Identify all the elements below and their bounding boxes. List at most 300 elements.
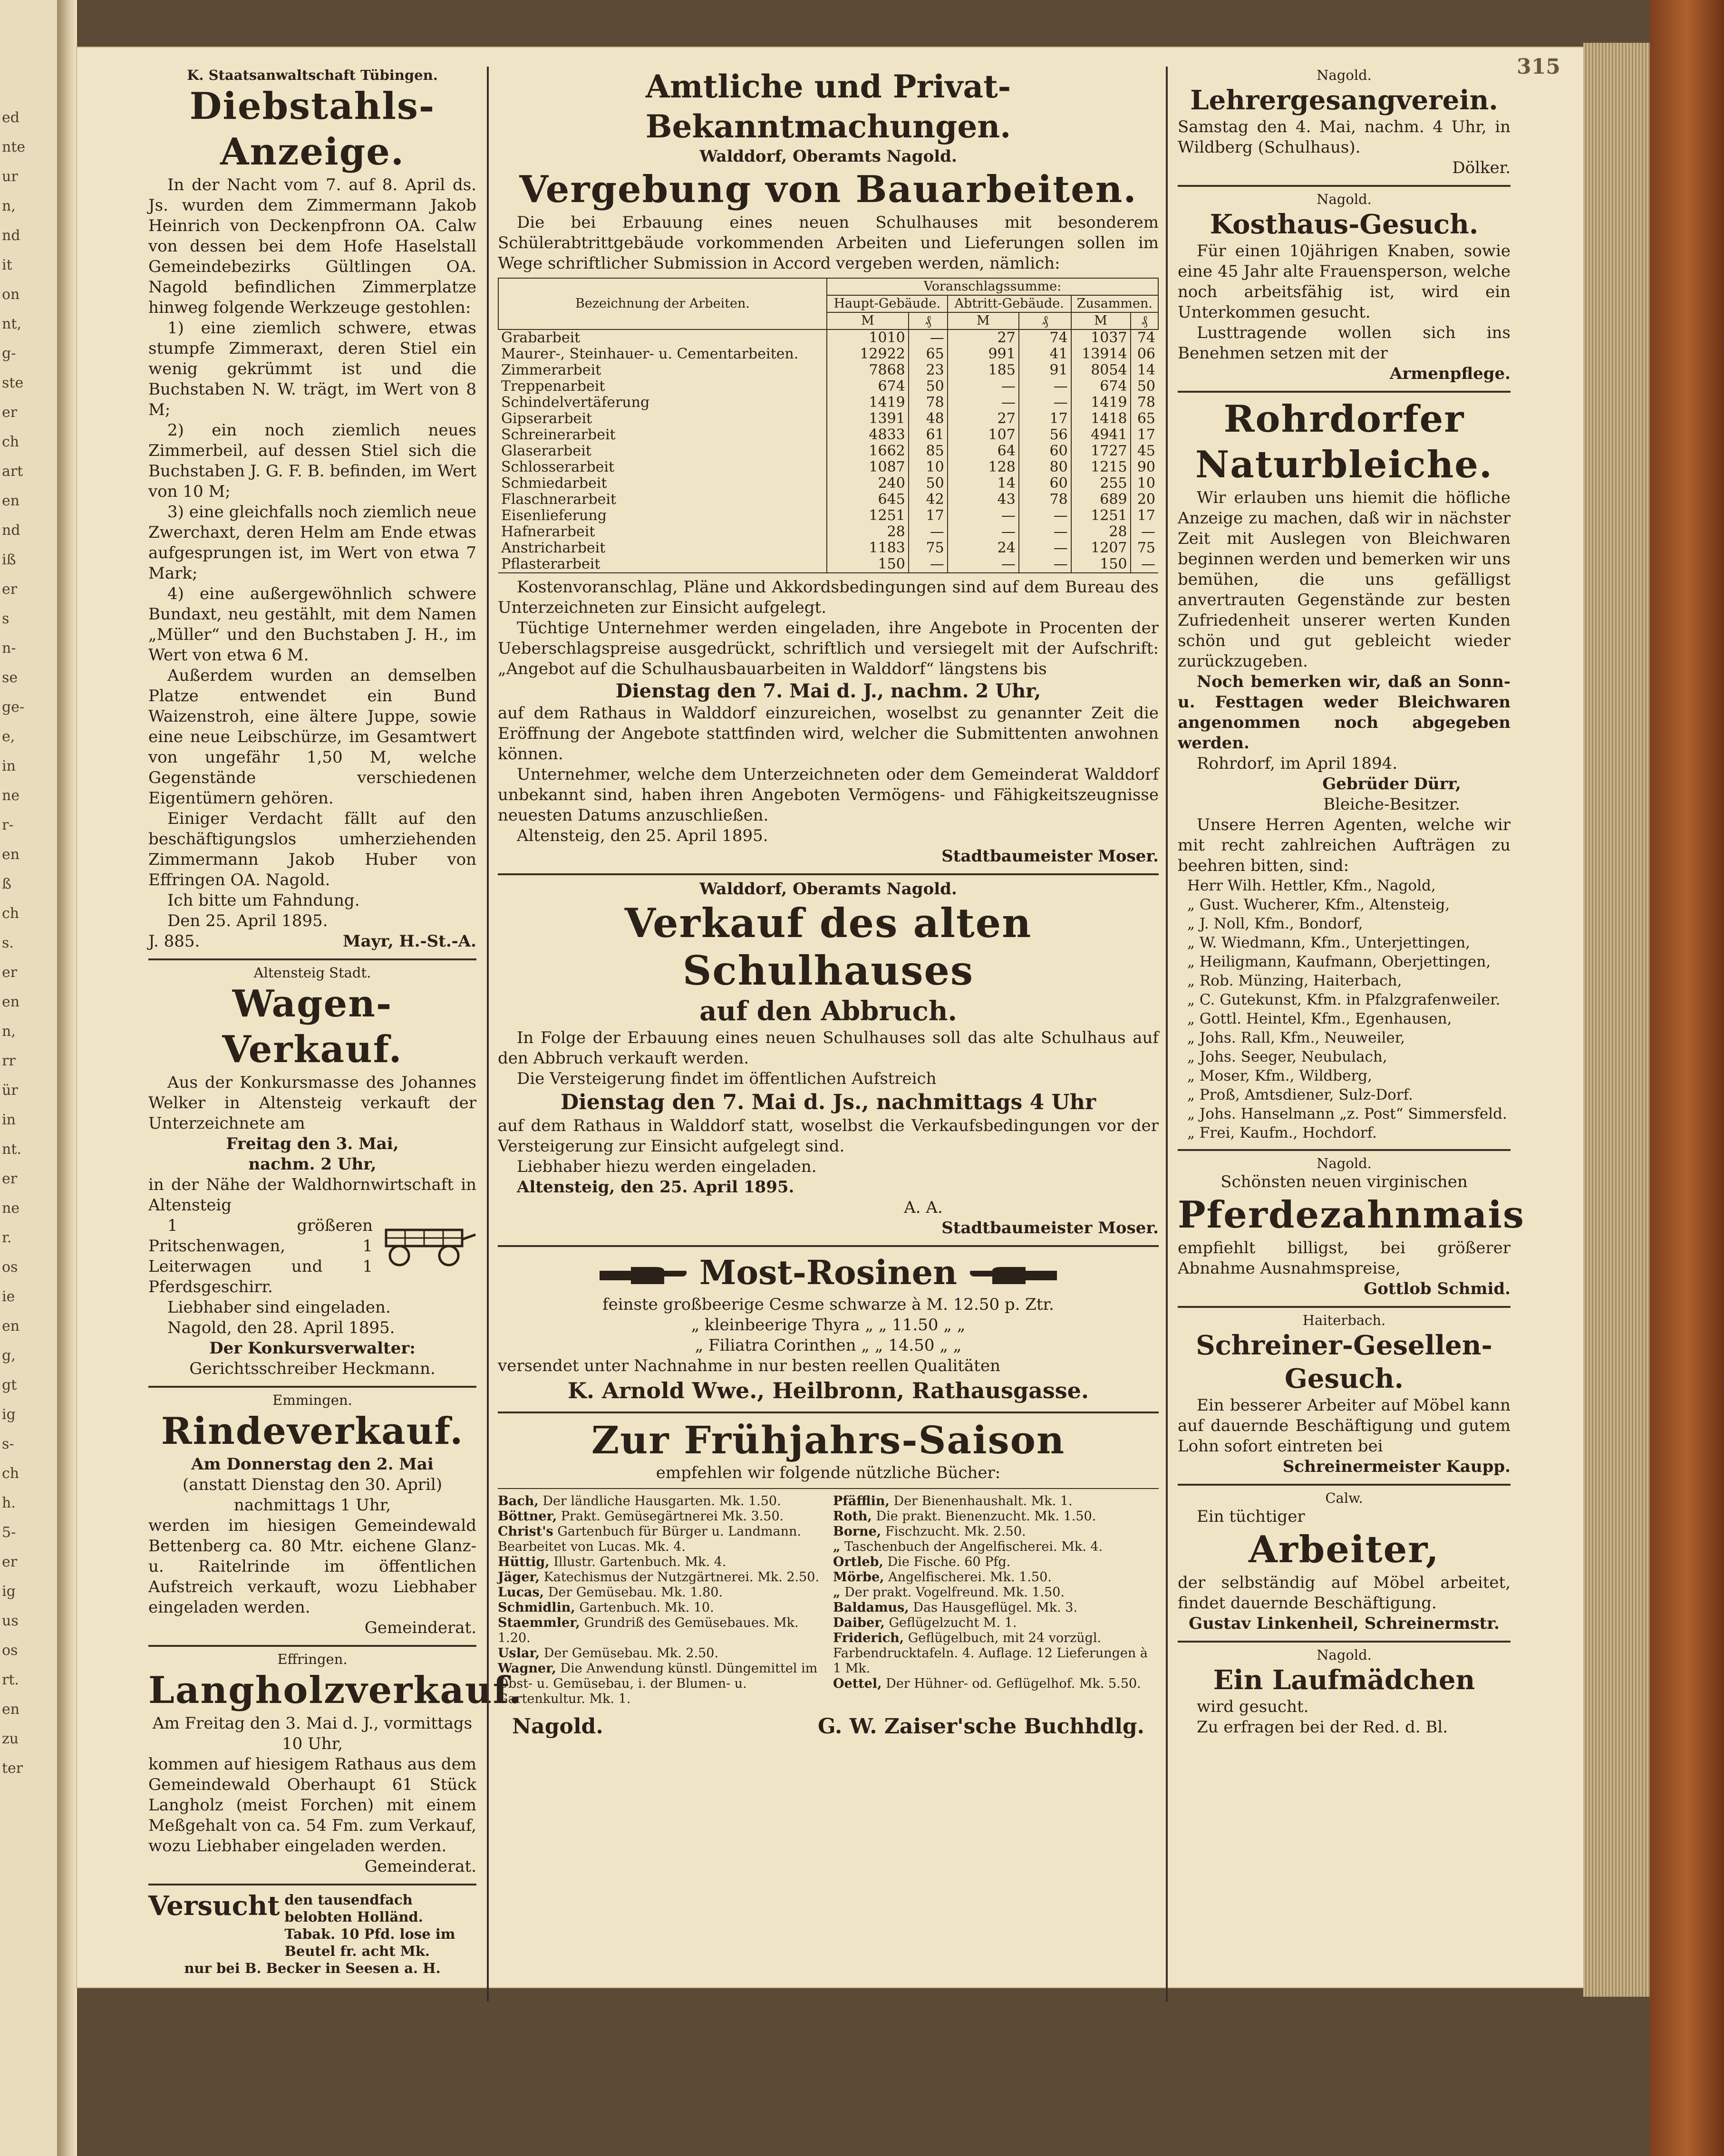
cost-cell: 674 [827, 378, 909, 395]
journeyman-wanted [1178, 1312, 1511, 1477]
price-line: „ kleinbeerige Thyra „ „ 11.50 „ „ [691, 1315, 966, 1334]
left-page-fragment: os [2, 1642, 18, 1659]
wagon-sale [148, 964, 476, 1379]
cost-cell: 28 [827, 524, 909, 540]
table-row [498, 459, 1158, 475]
left-page-fragment: s- [2, 1436, 14, 1452]
left-page-fragment: ch [2, 434, 19, 450]
book-entry [498, 1524, 823, 1555]
cost-cell: 13914 [1071, 346, 1131, 362]
signature: Stadtbaumeister Moser. [941, 1218, 1159, 1238]
cost-cell: 90 [1131, 459, 1158, 475]
book-title: Fischzucht. Mk. 2.50. [885, 1524, 1026, 1539]
book-entry [498, 1509, 823, 1524]
cost-cell: 27 [948, 329, 1019, 346]
book-author: Ortleb, [833, 1555, 883, 1569]
deadline: Dienstag den 7. Mai d. J., nachm. 2 Uhr, [615, 680, 1041, 702]
book-author: Mörbe, [833, 1570, 884, 1585]
price-line: „ Filiatra Corinthen „ „ 14.50 „ „ [695, 1336, 962, 1355]
book-author: „ [833, 1539, 841, 1554]
signature: Gemeinderat. [364, 1857, 476, 1876]
cost-cell: 1183 [827, 540, 909, 556]
ad-text: Kostenvoranschlag, Pläne und Akkordsbedingungen sind auf dem Bureau des Unterzeichneten zur Einsicht aufgelegt. [498, 578, 1159, 617]
place: Haiterbach. [1302, 1312, 1386, 1328]
left-page-fragment: ch [2, 905, 19, 922]
ad-text: in der Nähe der Waldhornwirtschaft in Altensteig [148, 1175, 476, 1215]
cost-cell: 60 [1019, 443, 1071, 459]
agent-list [1178, 876, 1511, 1142]
sale-date: Am Freitag den 3. Mai d. J., vormittags 10 Uhr, [152, 1714, 473, 1753]
left-page-fragment: art [2, 463, 23, 480]
book-author: Lucas, [498, 1585, 544, 1600]
book-entry [833, 1600, 1159, 1615]
place: Calw. [1325, 1490, 1363, 1506]
ad-title: Zur Frühjahrs-Saison [591, 1418, 1065, 1462]
book-title: Der prakt. Vogelfreund. Mk. 1.50. [844, 1585, 1065, 1600]
notice-item: 1) eine ziemlich schwere, etwas stumpfe Zimmeraxt, deren Stiel ein wenig gekrümmt ist und die Buchstaben N. W. trägt, im Wert von 8 M; [148, 319, 476, 419]
place: Walddorf, Oberamts Nagold. [699, 880, 957, 899]
wagon-icon [377, 1216, 476, 1268]
errand-girl-wanted [1178, 1646, 1511, 1738]
cost-table [498, 278, 1159, 573]
book-title: Geflügelzucht M. 1. [889, 1615, 1017, 1630]
table-row [498, 475, 1158, 492]
signature: Schreinermeister Kaupp. [1282, 1457, 1511, 1476]
left-page-fragment: en [2, 493, 20, 509]
ad-text: Samstag den 4. Mai, nachm. 4 Uhr, in Wildberg (Schulhaus). [1178, 117, 1511, 157]
book-author: Staemmler, [498, 1615, 580, 1630]
cost-cell: — [1019, 378, 1071, 395]
signature: Gottlob Schmid. [1364, 1279, 1511, 1298]
cost-cell: — [1131, 556, 1158, 573]
left-page-fragment: r- [2, 817, 14, 833]
cost-cell: 107 [948, 427, 1019, 443]
cost-cell: 1391 [827, 411, 909, 427]
book-entry [498, 1555, 823, 1570]
unit: ₰ [1131, 312, 1158, 329]
book-entry [833, 1676, 1159, 1692]
cost-cell: — [948, 556, 1019, 573]
ad-text: Liebhaber hiezu werden eingeladen. [517, 1157, 817, 1176]
ad-title: Schreiner-Gesellen-Gesuch. [1196, 1330, 1492, 1394]
cost-cell: 150 [827, 556, 909, 573]
agent-entry: „ Heiligmann, Kaufmann, Oberjettingen, [1187, 953, 1491, 970]
cost-cell: 17 [1131, 427, 1158, 443]
ad-title: Vergebung von Bauarbeiten. [519, 168, 1137, 211]
old-schoolhouse-sale [498, 879, 1159, 1238]
book-entry [833, 1539, 1159, 1555]
book-author: Borne, [833, 1524, 881, 1539]
agent-entry: Herr Wilh. Hettler, Kfm., Nagold, [1187, 877, 1436, 894]
sale-date: Freitag den 3. Mai, [226, 1134, 399, 1153]
cost-cell: 1207 [1071, 540, 1131, 556]
place: Nagold. [1317, 67, 1372, 83]
table-row [498, 411, 1158, 427]
section-header: Amtliche und Privat-Bekanntmachungen. [645, 68, 1011, 145]
cost-cell: 10 [909, 459, 948, 475]
left-page-fragment: it [2, 257, 12, 273]
table-row [498, 524, 1158, 540]
ad-text: empfiehlt billigst, bei größerer Abnahme Ausnahmspreise, [1178, 1238, 1511, 1278]
agent-entry: „ J. Noll, Kfm., Bondorf, [1187, 915, 1363, 932]
cost-cell: 74 [1131, 329, 1158, 346]
left-page-fragment: er [2, 581, 18, 598]
cost-cell: 65 [1131, 411, 1158, 427]
ad-title: Versucht [148, 1890, 280, 1922]
work-name: Gipserarbeit [501, 410, 592, 427]
book-author: Böttner, [498, 1509, 557, 1524]
left-page-fragment: r. [2, 1229, 12, 1246]
notice-item: 3) eine gleichfalls noch ziemlich neue Zwerchaxt, deren Helm am Ende etwas aufgesprungen ist, im Wert von etwa 7 Mark; [148, 503, 476, 583]
left-page-fragment: nt, [2, 316, 21, 332]
agent-entry: „ Gottl. Heintel, Kfm., Egenhausen, [1187, 1010, 1452, 1027]
column-header: Abtritt-Gebäude. [948, 295, 1071, 312]
book-title: Die Fische. 60 Pfg. [887, 1555, 1011, 1569]
book-entry [833, 1494, 1159, 1509]
reference-number: J. 885. [148, 932, 200, 951]
cost-cell: 41 [1019, 346, 1071, 362]
book-author: Schmidlin, [498, 1600, 575, 1615]
sale-date: Dienstag den 7. Mai d. Js., nachmittags 4 Uhr [560, 1090, 1096, 1114]
cost-cell: 1087 [827, 459, 909, 475]
left-page-fragment: ig [2, 1406, 16, 1423]
book-gutter [57, 0, 77, 2156]
cost-cell: 50 [909, 378, 948, 395]
signature: Gebrüder Dürr, [1322, 774, 1461, 793]
cost-cell: 17 [1019, 411, 1071, 427]
ad-text: versendet unter Nachnahme in nur besten reellen Qualitäten [498, 1356, 1000, 1375]
book-author: Oettel, [833, 1676, 882, 1691]
building-works-tender [498, 146, 1159, 867]
work-name: Schindelvertäferung [501, 394, 650, 411]
ad-text: den tausendfach belobten Holländ. Tabak. 10 Pfd. lose im Beutel fr. acht Mk. [284, 1892, 455, 1959]
book-author: Jäger, [498, 1570, 540, 1585]
left-page-fragment: os [2, 1259, 18, 1276]
ad-title: Rohrdorfer [1223, 397, 1465, 441]
place: Nagold. [1317, 191, 1372, 207]
book-author: Uslar, [498, 1646, 540, 1661]
table-row [498, 556, 1158, 573]
work-name: Treppenarbeit [501, 378, 605, 395]
cost-cell: — [1131, 524, 1158, 540]
ad-text: werden im hiesigen Gemeindewald Bettenberg ca. 80 Mtr. eichene Glanz- u. Raitelrinde im öffentlichen Aufstreich verkauft, wozu Liebhaber eingeladen werden. [148, 1516, 476, 1617]
cost-cell: 674 [1071, 378, 1131, 395]
agent-entry: „ C. Gutekunst, Kfm. in Pfalzgrafenweiler. [1187, 991, 1501, 1008]
cost-cell: — [948, 378, 1019, 395]
left-page-fragment: nt. [2, 1141, 21, 1158]
cost-cell: 150 [1071, 556, 1131, 573]
cost-cell: 20 [1131, 492, 1158, 508]
book-entry [833, 1570, 1159, 1585]
left-page-fragment: er [2, 964, 18, 981]
agent-entry: „ Johs. Seeger, Neubulach, [1187, 1048, 1387, 1065]
left-page-fragment: n, [2, 1023, 16, 1040]
cost-cell: 14 [1131, 362, 1158, 378]
ad-text: Für einen 10jährigen Knaben, sowie eine 45 Jahr alte Frauensperson, welche noch arbeitsfähig ist, wird ein Unterkommen gesucht. [1178, 242, 1511, 322]
book-author: Friderich, [833, 1631, 904, 1645]
cost-cell: 10 [1131, 475, 1158, 492]
left-page-fragment: ge- [2, 699, 25, 715]
sale-time: nachmittags 1 Uhr, [233, 1496, 391, 1515]
left-page-fragment: in [2, 1112, 16, 1128]
ad-text: Ein tüchtiger [1197, 1507, 1305, 1526]
ad-text: Liebhaber sind eingeladen. [167, 1298, 391, 1317]
notice-item: 2) ein noch ziemlich neues Zimmerbeil, auf dessen Stiel sich die Buchstaben J. G. F. B. befinden, im Wert von 10 M; [148, 421, 476, 501]
cost-cell: — [1019, 556, 1071, 573]
left-page-fragment: en [2, 1701, 20, 1718]
ad-subtitle: empfehlen wir folgende nützliche Bücher: [656, 1463, 1001, 1482]
table-row [498, 329, 1158, 346]
book-entry [498, 1600, 823, 1615]
book-author: Hüttig, [498, 1555, 550, 1569]
notice-text: In der Nacht vom 7. auf 8. April ds. Js. wurden dem Zimmermann Jakob Heinrich von Deckenpfronn OA. Calw von dessen bei dem Hofe Haselstall Gemeindebezirks Gültlingen OA. Nagold befindlichen Zimmerplatze hinweg folgende Werkzeuge gestohlen: [148, 175, 476, 317]
ad-date: Altensteig, den 25. April 1895. [517, 826, 768, 845]
cost-cell: 255 [1071, 475, 1131, 492]
cost-cell: 689 [1071, 492, 1131, 508]
book-title: Prakt. Gemüsegärtnerei Mk. 3.50. [561, 1509, 784, 1524]
place: Altensteig Stadt. [253, 965, 371, 981]
book-author: Christ's [498, 1524, 553, 1539]
book-entry [498, 1646, 823, 1661]
cost-cell: — [948, 395, 1019, 411]
bleachery-ad [1178, 396, 1511, 1142]
signature: Mayr, H.-St.-A. [342, 932, 476, 951]
cost-cell: — [1019, 540, 1071, 556]
book-title: Die Anwendung künstl. Düngemittel im Obst- u. Gemüsebau, i. der Blumen- u. Gartenkultur. Mk. 1. [498, 1661, 818, 1706]
ad-date: Rohrdorf, im April 1894. [1197, 754, 1398, 773]
book-title: Der Bienenhaushalt. Mk. 1. [893, 1494, 1073, 1508]
book-title: Grundriß des Gemüsebaues. Mk. 1.20. [498, 1615, 799, 1645]
left-page-fragment: us [2, 1613, 19, 1629]
book-title: Gartenbuch. Mk. 10. [579, 1600, 714, 1615]
agent-entry: „ Johs. Rall, Kfm., Neuweiler, [1187, 1029, 1405, 1046]
corn-ad [1178, 1155, 1525, 1299]
pointing-hand-left-icon [969, 1262, 1059, 1289]
left-page-fragment: h. [2, 1495, 16, 1511]
ad-title: Ein Laufmädchen [1213, 1664, 1475, 1696]
cost-cell: 1037 [1071, 329, 1131, 346]
notice-title: Diebstahls-Anzeige. [189, 85, 436, 174]
cost-cell: — [909, 524, 948, 540]
left-page-fragment: 5- [2, 1524, 16, 1541]
ad-text: nur bei B. Becker in Seesen a. H. [184, 1960, 441, 1976]
cost-cell: 4941 [1071, 427, 1131, 443]
book-entry [833, 1631, 1159, 1676]
cost-cell: 74 [1019, 329, 1071, 346]
signature: G. W. Zaiser'sche Buchhdlg. [818, 1714, 1144, 1739]
cost-cell: — [948, 524, 1019, 540]
left-page-fragment: n- [2, 640, 16, 657]
ad-date: Altensteig, den 25. April 1895. [517, 1178, 794, 1197]
cost-cell: 14 [948, 475, 1019, 492]
signature: Stadtbaumeister Moser. [941, 847, 1159, 866]
bark-sale [148, 1392, 476, 1638]
work-name: Flaschnerarbeit [501, 491, 617, 508]
cost-cell: 75 [1131, 540, 1158, 556]
column-2 [498, 67, 1159, 1741]
book-title: Taschenbuch der Angelfischerei. Mk. 4. [844, 1539, 1103, 1554]
ad-text: Wir erlauben uns hiemit die höfliche Anzeige zu machen, daß wir in nächster Zeit mit Auslegen von Bleichwaren beginnen werden und bemerken wir uns bemühen, die uns gefälligst anvertrauten Gegenstände zur besten Zufriedenheit unserer werten Kunden schön und gut gebleicht wieder zurückzugeben. [1178, 488, 1511, 671]
book-title: Der Hühner- od. Geflügelhof. Mk. 5.50. [886, 1676, 1141, 1691]
left-page-fragment: nte [2, 139, 26, 155]
book-title: Der Gemüsebau. Mk. 2.50. [543, 1646, 719, 1661]
cost-cell: 78 [1019, 492, 1071, 508]
book-entry [498, 1494, 823, 1509]
book-author: Daiber, [833, 1615, 885, 1630]
board-wanted [1178, 191, 1511, 384]
cost-cell: 06 [1131, 346, 1158, 362]
signature: A. A. [904, 1198, 943, 1217]
ad-text: Unsere Herren Agenten, welche wir mit recht zahlreichen Aufträgen zu beehren bitten, sind: [1178, 815, 1511, 875]
ad-title: Naturbleiche. [1195, 443, 1493, 486]
tobacco-ad [148, 1889, 476, 1960]
signature: K. Arnold Wwe., Heilbronn, Rathausgasse. [568, 1378, 1089, 1403]
left-page-fragment: ß [2, 876, 12, 892]
book-entry [498, 1585, 823, 1600]
unit: M [948, 312, 1019, 329]
book-author: Baldamus, [833, 1600, 909, 1615]
book-cover-spine [1650, 0, 1724, 2156]
place: Effringen. [277, 1651, 348, 1667]
book-title: Katechismus der Nutzgärtnerei. Mk. 2.50. [543, 1570, 820, 1585]
left-page-fragment: nd [2, 227, 20, 244]
cost-cell: 7868 [827, 362, 909, 378]
ad-text: Die Versteigerung findet im öffentlichen Aufstreich [517, 1069, 937, 1088]
left-page-fragment: zu [2, 1731, 19, 1747]
cost-cell: 17 [1131, 508, 1158, 524]
cost-cell: 78 [909, 395, 948, 411]
work-name: Pflasterarbeit [498, 556, 827, 573]
ad-text: Tüchtige Unternehmer werden eingeladen, ihre Angebote in Procenten der Ueberschlagspreise ausgedrückt, schriftlich und versiegelt mit der Aufschrift: „Angebot auf die Schulhausbauarbeiten in Walddorf“ längstens bis [498, 619, 1159, 678]
cost-cell: 61 [909, 427, 948, 443]
left-page-fragment: e, [2, 728, 15, 745]
column-header: Bezeichnung der Arbeiten. [498, 278, 827, 329]
cost-cell: 56 [1019, 427, 1071, 443]
book-author: Roth, [833, 1509, 872, 1524]
left-page-fragment: se [2, 669, 18, 686]
ad-title: Kosthaus-Gesuch. [1210, 209, 1479, 240]
signature: Gerichtsschreiber Heckmann. [189, 1359, 436, 1378]
agent-entry: „ Gust. Wucherer, Kfm., Altensteig, [1187, 896, 1450, 913]
cost-cell: 128 [948, 459, 1019, 475]
notice-text: Außerdem wurden an demselben Platze entwendet ein Bund Waizenstroh, eine ältere Juppe, sowie eine neue Leibschürze, im Gesamtwert von ungefähr 1,50 M, welche Gegenstände verschiedenen Eigentümern gehören. [148, 666, 476, 808]
book-entry [833, 1615, 1159, 1631]
table-row [498, 378, 1158, 395]
notice-text: Einiger Verdacht fällt auf den beschäftigungslos umherziehenden Zimmermann Jakob Huber von Effringen OA. Nagold. [148, 809, 476, 889]
book-title: Gartenbuch für Bürger u. Landmann. Bearbeitet von Lucas. Mk. 4. [498, 1524, 801, 1554]
ad-title: Pferdezahnmais [1178, 1193, 1525, 1237]
cost-cell: 12922 [827, 346, 909, 362]
left-page-fragment: ne [2, 787, 20, 804]
work-name: Schmiedarbeit [501, 475, 607, 492]
cost-cell: — [1019, 524, 1071, 540]
cost-cell: 50 [1131, 378, 1158, 395]
ad-text: Ein besserer Arbeiter auf Möbel kann auf dauernde Beschäftigung und gutem Lohn sofort eintreten bei [1178, 1396, 1511, 1456]
cost-cell: 75 [909, 540, 948, 556]
left-page-fragment: gt [2, 1377, 17, 1393]
ad-text: Zu erfragen bei der Red. d. Bl. [1197, 1718, 1448, 1737]
column-header: Haupt-Gebäude. [827, 295, 948, 312]
book-author: „ [833, 1585, 841, 1600]
work-name: Anstricharbeit [501, 540, 606, 556]
authority: K. Staatsanwaltschaft Tübingen. [187, 67, 438, 83]
table-row [498, 427, 1158, 443]
cost-cell: 42 [909, 492, 948, 508]
unit: ₰ [1019, 312, 1071, 329]
table-row [498, 346, 1158, 362]
book-title: Illustr. Gartenbuch. Mk. 4. [553, 1555, 726, 1569]
book-author: Pfäfflin, [833, 1494, 890, 1508]
raisin-ad [498, 1251, 1159, 1405]
work-name: Maurer-, Steinhauer- u. Cementarbeiten. [501, 346, 799, 362]
table-row [498, 508, 1158, 524]
book-title: Der ländliche Hausgarten. Mk. 1.50. [542, 1494, 781, 1508]
signature: Gustav Linkenheil, Schreinermstr. [1189, 1614, 1500, 1633]
left-page-fragment: ur [2, 168, 18, 185]
cost-cell: 1251 [827, 508, 909, 524]
worker-wanted [1178, 1489, 1511, 1634]
work-name: Schreinerarbeit [501, 426, 616, 443]
unit: M [827, 312, 909, 329]
pointing-hand-right-icon [598, 1262, 688, 1289]
cost-cell: 85 [909, 443, 948, 459]
ad-title: Langholzverkauf. [148, 1669, 523, 1712]
signature: Dölker. [1452, 158, 1511, 177]
left-page-fragment: ie [2, 1288, 15, 1305]
cost-cell: 4833 [827, 427, 909, 443]
work-name: Zimmerarbeit [501, 362, 601, 378]
timber-sale [148, 1651, 523, 1877]
cost-cell: 17 [909, 508, 948, 524]
ad-text: der selbständig auf Möbel arbeitet, findet dauernde Beschäftigung. [1178, 1573, 1511, 1613]
cost-cell: 50 [909, 475, 948, 492]
work-name: Glaserarbeit [501, 443, 591, 459]
work-name: Eisenlieferung [501, 507, 607, 524]
left-page-fragment: on [2, 286, 20, 303]
ad-title: Verkauf des alten Schulhauses [624, 899, 1032, 994]
book-author: Wagner, [498, 1661, 556, 1676]
unit: ₰ [909, 312, 948, 329]
notice-text: Ich bitte um Fahndung. [167, 891, 360, 910]
cost-cell: 1010 [827, 329, 909, 346]
column-header: Zusammen. [1071, 295, 1158, 312]
place: Emmingen. [272, 1392, 352, 1408]
cost-cell: 1251 [1071, 508, 1131, 524]
ad-text: Lusttragende wollen sich ins Benehmen setzen mit der [1178, 323, 1511, 363]
left-page-fragment: s [2, 610, 10, 627]
left-page-fragment: ch [2, 1465, 19, 1482]
left-page-fragment: g, [2, 1347, 16, 1364]
book-title: Die prakt. Bienenzucht. Mk. 1.50. [876, 1509, 1096, 1524]
ad-title: Most-Rosinen [699, 1253, 958, 1292]
ad-date: Nagold, den 28. April 1895. [167, 1318, 395, 1337]
cost-cell: 23 [909, 362, 948, 378]
book-list-left [498, 1494, 823, 1707]
ad-title: Lehrergesangverein. [1190, 85, 1498, 116]
column-3 [1178, 67, 1525, 1738]
sale-date: Am Donnerstag den 2. Mai [191, 1455, 434, 1474]
left-page-fragment: in [2, 758, 16, 774]
left-page-fragment: ne [2, 1200, 20, 1217]
cost-cell: 28 [1071, 524, 1131, 540]
unit: M [1071, 312, 1131, 329]
ad-text: Noch bemerken wir, daß an Sonn- u. Festtagen weder Bleichwaren angenommen noch abgegeben werden. [1178, 672, 1511, 753]
ad-text: (anstatt Dienstag den 30. April) [182, 1475, 443, 1494]
ad-title: Arbeiter, [1249, 1528, 1440, 1571]
cost-cell: 27 [948, 411, 1019, 427]
cost-cell: — [909, 329, 948, 346]
ad-subtitle: auf den Abbruch. [699, 996, 957, 1027]
